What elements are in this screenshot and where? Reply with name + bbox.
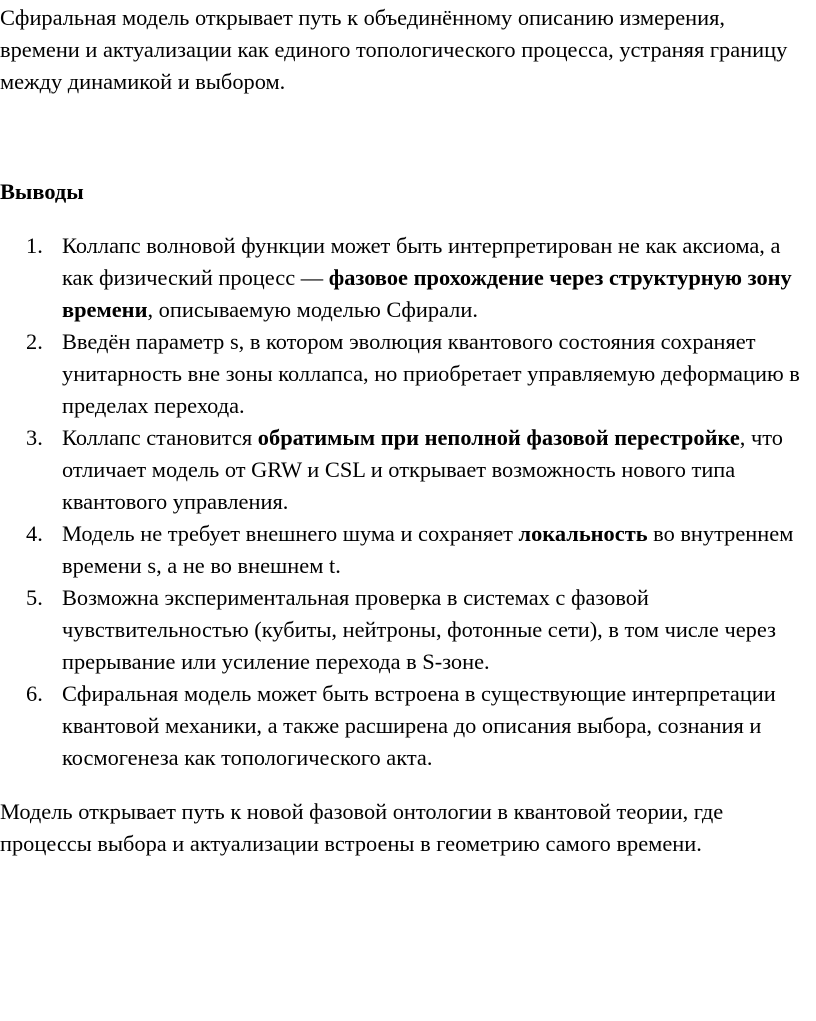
- list-item-number: 1.: [26, 233, 43, 258]
- list-item-text: Сфиральная модель может быть встроена в существующие интерпретации квантовой механики, а также расширена до описания выбора, сознания и космогенеза как топологического акта.: [62, 681, 776, 770]
- list-item-text: Коллапс волновой функции может быть интерпретирован не как аксиома, а как физический процесс —: [62, 233, 781, 290]
- intro-paragraph: Сфиральная модель открывает путь к объединённому описанию измерения, времени и актуализации как единого топологического процесса, устраняя границу между динамикой и выбором.: [0, 5, 788, 94]
- list-item: [0, 326, 810, 422]
- list-item: [0, 230, 810, 326]
- list-item: [0, 422, 810, 518]
- conclusions-list: [0, 230, 810, 774]
- list-item-number: 4.: [26, 521, 43, 546]
- list-item-text: , что отличает модель от GRW и CSL и открывает возможность нового типа квантового управления.: [62, 425, 783, 514]
- list-item-emphasis: локальность: [518, 521, 648, 546]
- closing-paragraph: Модель открывает путь к новой фазовой онтологии в квантовой теории, где процессы выбора и актуализации встроены в геометрию самого времени.: [0, 799, 724, 856]
- list-item-text: Коллапс становится: [62, 425, 258, 450]
- list-item-number: 5.: [26, 585, 43, 610]
- list-item-text: Введён параметр s, в котором эволюция квантового состояния сохраняет унитарность вне зоны коллапса, но приобретает управляемую деформацию в пределах перехода.: [62, 329, 800, 418]
- list-item-number: 2.: [26, 329, 43, 354]
- list-item: [0, 518, 810, 582]
- list-item-emphasis: обратимым при неполной фазовой перестройке: [257, 425, 740, 450]
- list-item-emphasis: фазовое прохождение через структурную зону времени: [62, 265, 792, 322]
- list-item: [0, 582, 810, 678]
- list-item-number: 6.: [26, 681, 43, 706]
- list-item-number: 3.: [26, 425, 43, 450]
- conclusions-heading: Выводы: [0, 179, 84, 204]
- list-item: [0, 678, 810, 774]
- list-item-text: , описываемую моделью Сфирали.: [147, 297, 478, 322]
- list-item-text: Возможна экспериментальная проверка в системах с фазовой чувствительностью (кубиты, нейтроны, фотонные сети), в том числе через прерывание или усиление перехода в S-зоне.: [62, 585, 776, 674]
- list-item-text: Модель не требует внешнего шума и сохраняет: [62, 521, 519, 546]
- list-item-text: во внутреннем времени s, а не во внешнем t.: [62, 521, 794, 578]
